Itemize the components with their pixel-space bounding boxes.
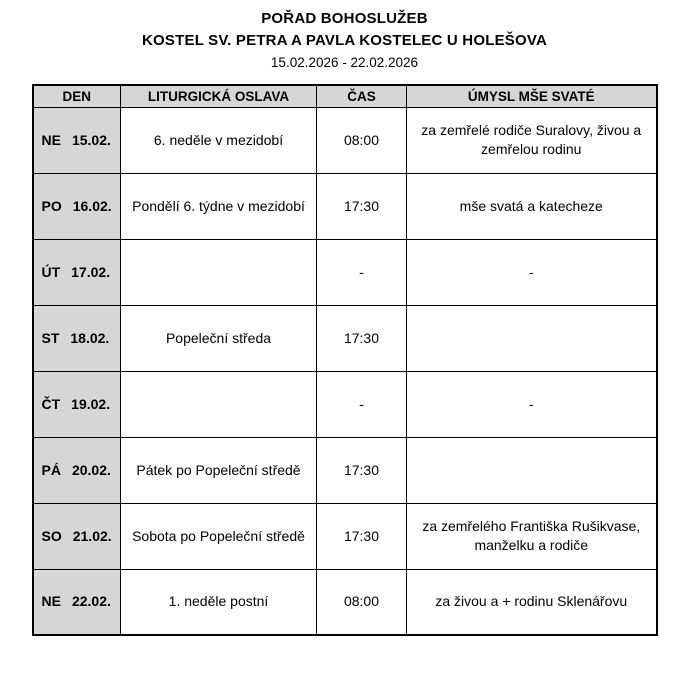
celebration-cell: 6. neděle v mezidobí bbox=[121, 107, 317, 173]
day-cell bbox=[33, 437, 121, 503]
table-row bbox=[33, 569, 657, 635]
day-date: 22.02. bbox=[71, 593, 111, 610]
document-header bbox=[0, 10, 689, 70]
column-header-intention: ÚMYSL MŠE SVATÉ bbox=[407, 85, 657, 107]
day-cell bbox=[33, 239, 121, 305]
table-header-row bbox=[33, 85, 657, 107]
day-cell bbox=[33, 173, 121, 239]
day-cell bbox=[33, 503, 121, 569]
day-date: 20.02. bbox=[71, 461, 111, 478]
column-header-time: ČAS bbox=[317, 85, 407, 107]
column-header-den: DEN bbox=[33, 85, 121, 107]
day-abbrev: ÚT bbox=[41, 263, 61, 280]
day-date: 16.02. bbox=[72, 197, 112, 214]
page-subtitle: KOSTEL SV. PETRA A PAVLA KOSTELEC U HOLEŠOVA bbox=[142, 32, 547, 49]
time-cell: - bbox=[317, 371, 407, 437]
table-row bbox=[33, 107, 657, 173]
day-cell bbox=[33, 305, 121, 371]
page-title: POŘAD BOHOSLUŽEB bbox=[261, 10, 428, 27]
time-cell: - bbox=[317, 239, 407, 305]
day-date: 15.02. bbox=[71, 131, 111, 148]
intention-cell: - bbox=[407, 239, 657, 305]
celebration-cell: Pondělí 6. týdne v mezidobí bbox=[121, 173, 317, 239]
day-cell bbox=[33, 371, 121, 437]
intention-cell: za zemřelého Františka Rušikvase, manželku a rodiče bbox=[407, 503, 657, 569]
column-header-celebration: LITURGICKÁ OSLAVA bbox=[121, 85, 317, 107]
day-abbrev: PÁ bbox=[41, 461, 61, 478]
intention-cell: mše svatá a katecheze bbox=[407, 173, 657, 239]
table-row bbox=[33, 305, 657, 371]
day-date: 19.02. bbox=[71, 395, 111, 412]
day-abbrev: PO bbox=[41, 197, 62, 214]
intention-cell: za zemřelé rodiče Suralovy, živou a zemřelou rodinu bbox=[407, 107, 657, 173]
celebration-cell: Pátek po Popeleční středě bbox=[121, 437, 317, 503]
time-cell: 08:00 bbox=[317, 107, 407, 173]
day-date: 17.02. bbox=[71, 263, 111, 280]
day-cell bbox=[33, 569, 121, 635]
time-cell: 08:00 bbox=[317, 569, 407, 635]
intention-cell: - bbox=[407, 371, 657, 437]
intention-cell: za živou a + rodinu Sklenářovu bbox=[407, 569, 657, 635]
table-row bbox=[33, 503, 657, 569]
table-row bbox=[33, 437, 657, 503]
intention-cell bbox=[407, 437, 657, 503]
table-row bbox=[33, 371, 657, 437]
time-cell: 17:30 bbox=[317, 173, 407, 239]
day-date: 21.02. bbox=[72, 527, 112, 544]
day-abbrev: ST bbox=[41, 329, 60, 346]
day-date: 18.02. bbox=[70, 329, 110, 346]
celebration-cell: Popeleční středa bbox=[121, 305, 317, 371]
day-abbrev: NE bbox=[41, 131, 61, 148]
celebration-cell bbox=[121, 239, 317, 305]
table-row bbox=[33, 239, 657, 305]
time-cell: 17:30 bbox=[317, 503, 407, 569]
celebration-cell: 1. neděle postní bbox=[121, 569, 317, 635]
celebration-cell bbox=[121, 371, 317, 437]
time-cell: 17:30 bbox=[317, 437, 407, 503]
date-range: 15.02.2026 - 22.02.2026 bbox=[270, 55, 419, 70]
day-cell bbox=[33, 107, 121, 173]
intention-cell bbox=[407, 305, 657, 371]
time-cell: 17:30 bbox=[317, 305, 407, 371]
table-row bbox=[33, 173, 657, 239]
celebration-cell: Sobota po Popeleční středě bbox=[121, 503, 317, 569]
day-abbrev: NE bbox=[41, 593, 61, 610]
schedule-table bbox=[32, 84, 658, 636]
day-abbrev: ČT bbox=[41, 395, 61, 412]
day-abbrev: SO bbox=[41, 527, 62, 544]
